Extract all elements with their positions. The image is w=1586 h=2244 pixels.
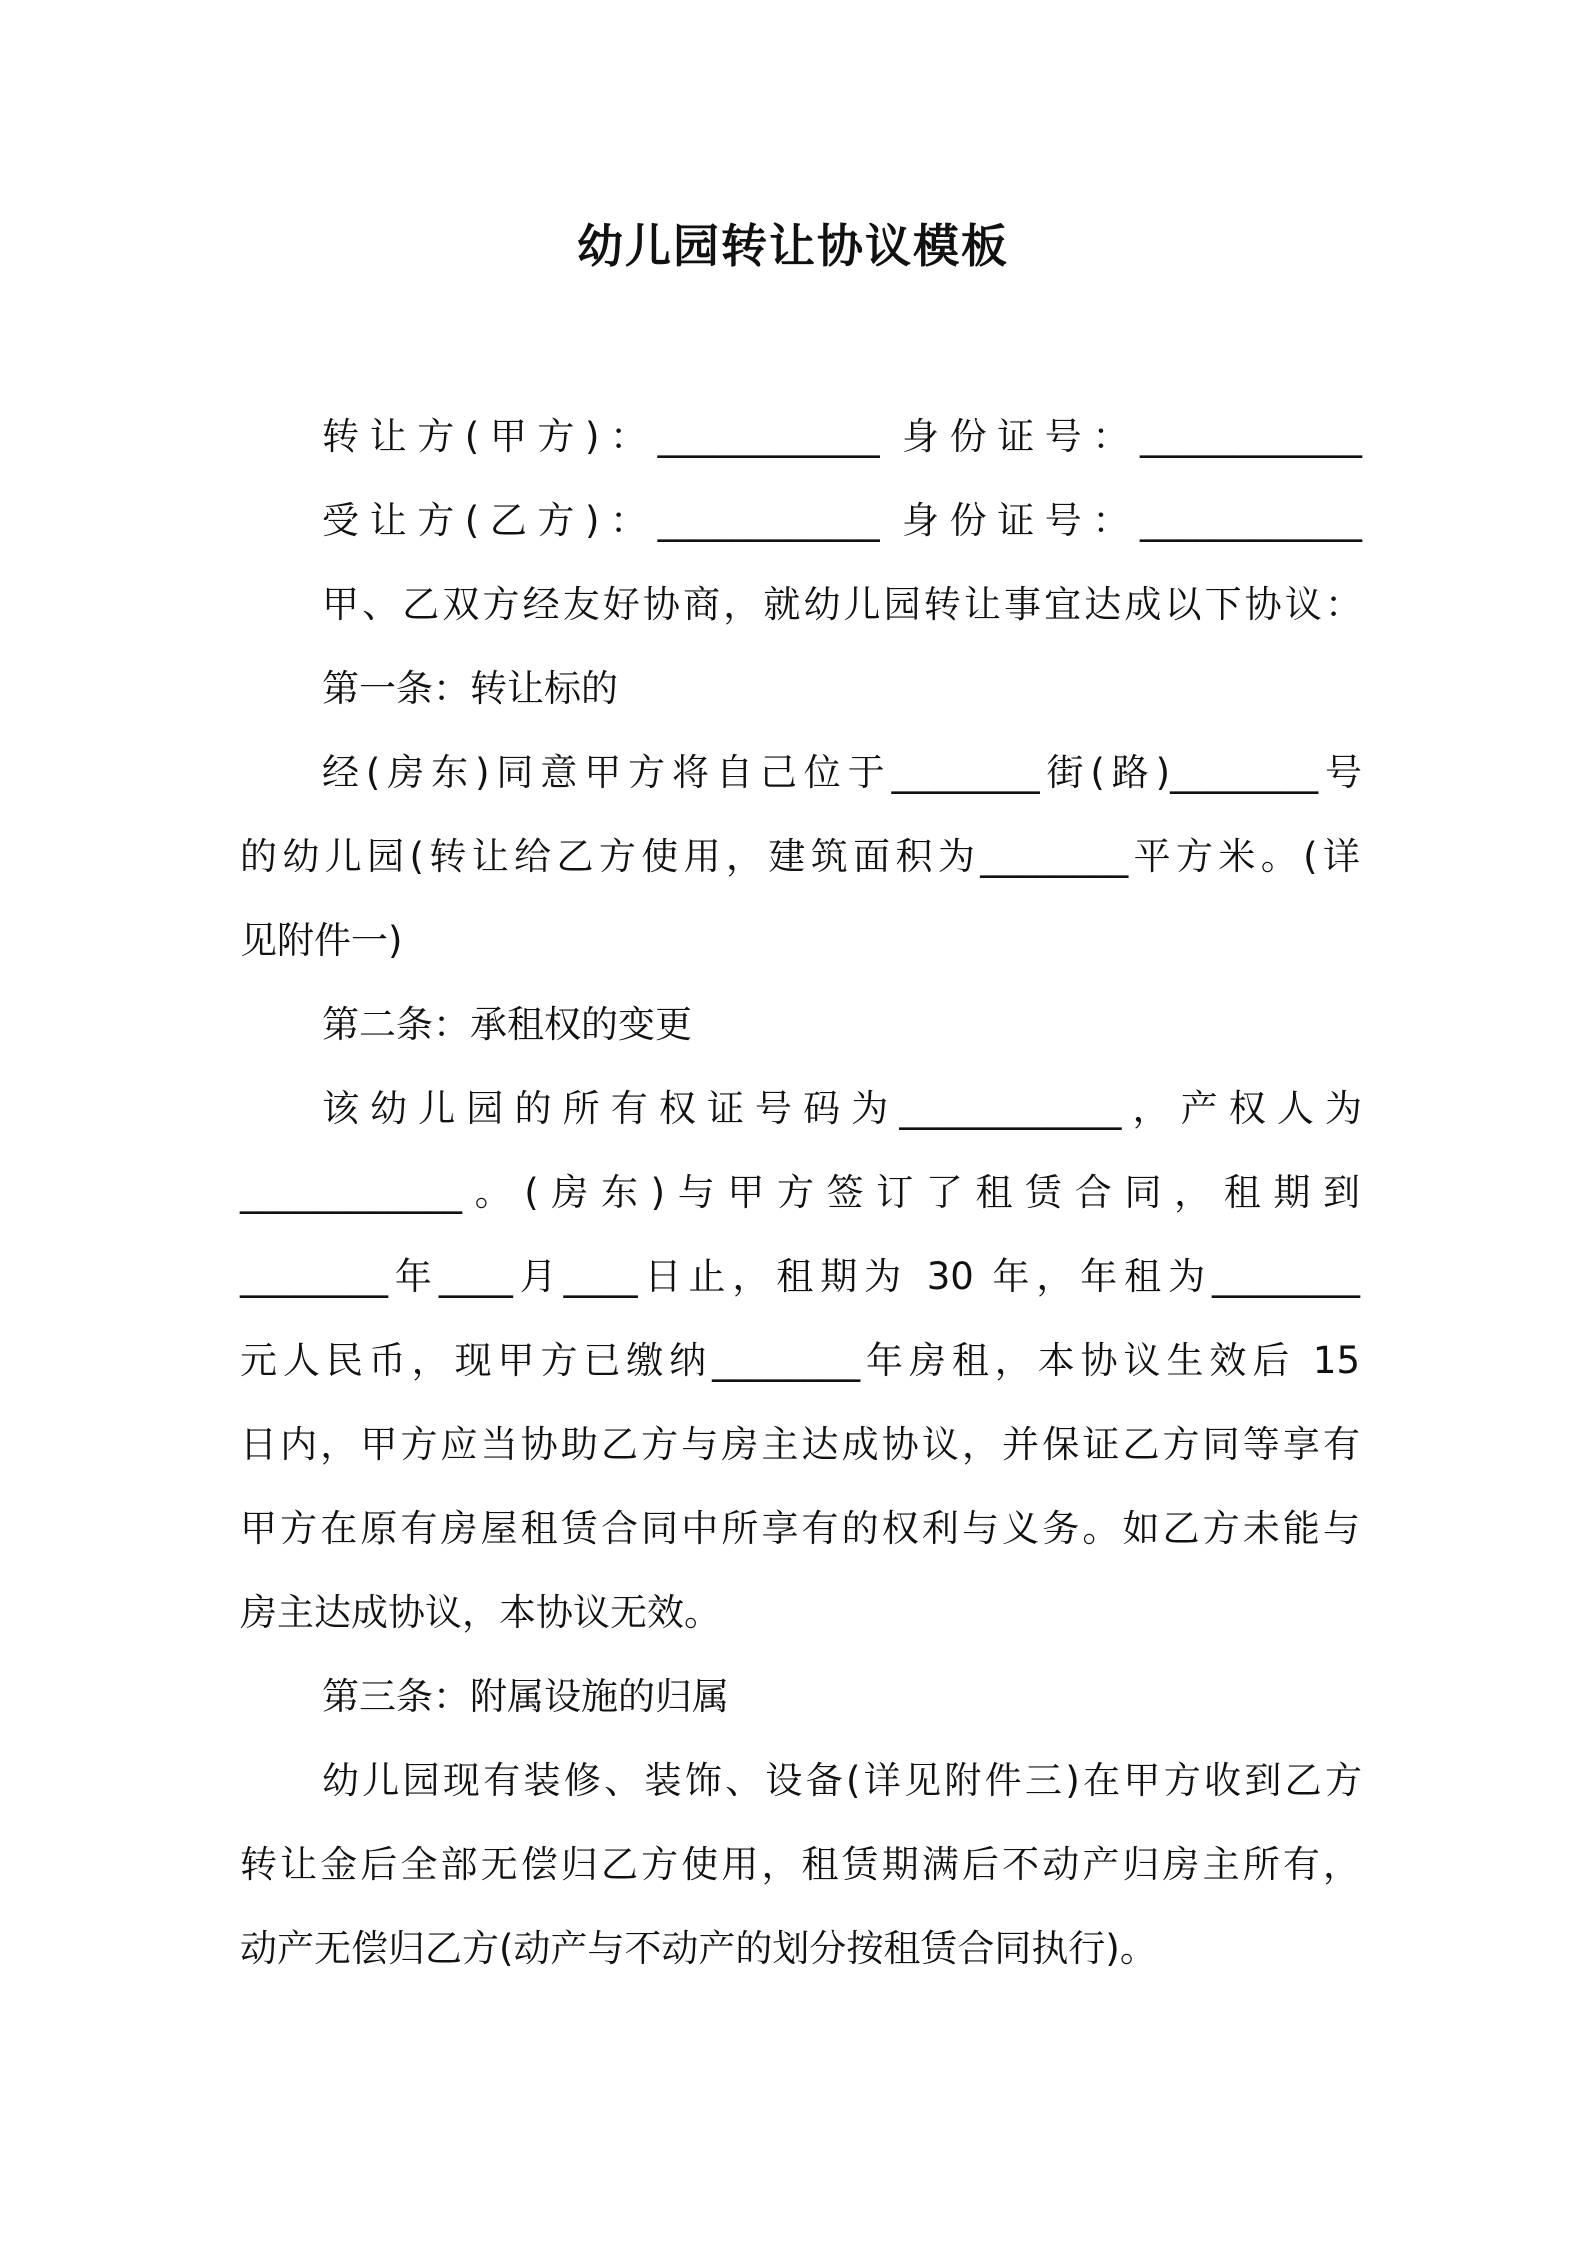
paragraph-line: 的幼儿园(转让给乙方使用，建筑面积为________平方米。(详: [240, 835, 1360, 878]
party-b-line: 受让方(乙方)：____________ 身份证号：____________: [322, 499, 1362, 542]
article-2-heading: 第二条：承租权的变更: [322, 1003, 692, 1046]
paragraph-line: 经(房东)同意甲方将自己位于________街(路)________号: [322, 751, 1362, 794]
paragraph-line: 见附件一): [240, 919, 403, 962]
article-3-heading: 第三条：附属设施的归属: [322, 1675, 729, 1718]
document-title: 幼儿园转让协议模板: [577, 219, 1009, 273]
paragraph-line: 房主达成协议，本协议无效。: [240, 1591, 721, 1634]
paragraph-line: 元人民币，现甲方已缴纳________年房租，本协议生效后 15: [240, 1339, 1360, 1382]
party-a-line: 转让方(甲方)：____________ 身份证号：____________: [322, 415, 1362, 458]
paragraph-line: 幼儿园现有装修、装饰、设备(详见附件三)在甲方收到乙方: [322, 1759, 1362, 1802]
paragraph-line: 动产无偿归乙方(动产与不动产的划分按租赁合同执行)。: [240, 1927, 1157, 1970]
intro-line: 甲、乙双方经友好协商，就幼儿园转让事宜达成以下协议：: [322, 583, 1362, 626]
article-1-heading: 第一条：转让标的: [322, 667, 618, 710]
paragraph-line: 甲方在原有房屋租赁合同中所享有的权利与义务。如乙方未能与: [240, 1507, 1360, 1550]
paragraph-line: 日内，甲方应当协助乙方与房主达成协议，并保证乙方同等享有: [240, 1423, 1360, 1466]
paragraph-line: ________年____月____日止，租期为 30 年，年租为________: [240, 1255, 1360, 1298]
paragraph-line: 该幼儿园的所有权证号码为____________，产权人为: [322, 1087, 1362, 1130]
paragraph-line: ____________。(房东)与甲方签订了租赁合同，租期到: [240, 1171, 1360, 1214]
paragraph-line: 转让金后全部无偿归乙方使用，租赁期满后不动产归房主所有，: [240, 1843, 1360, 1886]
